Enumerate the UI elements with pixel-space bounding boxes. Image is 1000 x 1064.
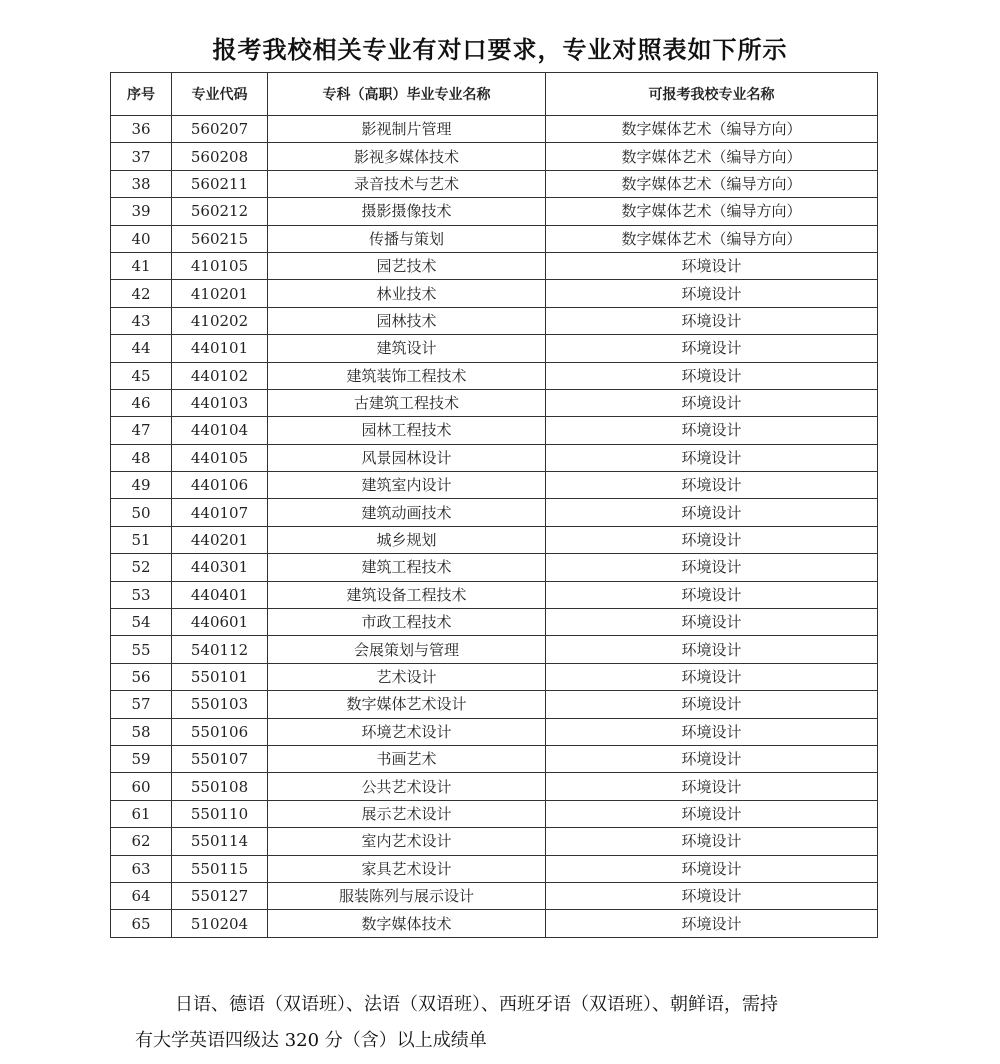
table-row <box>111 828 878 855</box>
cell-vocational-major: 传播与策划 <box>268 225 546 252</box>
cell-vocational-major: 室内艺术设计 <box>268 828 546 855</box>
cell-major-code: 550107 <box>172 745 268 772</box>
table-row <box>111 773 878 800</box>
cell-major-code: 440107 <box>172 499 268 526</box>
cell-seq: 39 <box>111 198 172 225</box>
cell-seq: 38 <box>111 170 172 197</box>
cell-major-code: 410105 <box>172 252 268 279</box>
cell-vocational-major: 市政工程技术 <box>268 609 546 636</box>
cell-eligible-major: 环境设计 <box>546 636 878 663</box>
table-header-row <box>111 73 878 116</box>
table-row <box>111 307 878 334</box>
cell-vocational-major: 书画艺术 <box>268 745 546 772</box>
cell-vocational-major: 林业技术 <box>268 280 546 307</box>
cell-vocational-major: 园林工程技术 <box>268 417 546 444</box>
cell-vocational-major: 建筑动画技术 <box>268 499 546 526</box>
cell-eligible-major: 环境设计 <box>546 663 878 690</box>
cell-eligible-major: 环境设计 <box>546 499 878 526</box>
cell-vocational-major: 建筑室内设计 <box>268 472 546 499</box>
cell-eligible-major: 环境设计 <box>546 554 878 581</box>
cell-major-code: 560211 <box>172 170 268 197</box>
cell-eligible-major: 数字媒体艺术（编导方向） <box>546 170 878 197</box>
cell-vocational-major: 数字媒体技术 <box>268 910 546 937</box>
table-row <box>111 389 878 416</box>
cell-seq: 59 <box>111 745 172 772</box>
table-row <box>111 417 878 444</box>
table-row <box>111 636 878 663</box>
cell-vocational-major: 古建筑工程技术 <box>268 389 546 416</box>
cell-vocational-major: 城乡规划 <box>268 526 546 553</box>
cell-major-code: 550101 <box>172 663 268 690</box>
cell-major-code: 440101 <box>172 335 268 362</box>
cell-seq: 40 <box>111 225 172 252</box>
cell-seq: 64 <box>111 882 172 909</box>
cell-major-code: 410201 <box>172 280 268 307</box>
header-seq: 序号 <box>111 73 172 116</box>
cell-seq: 46 <box>111 389 172 416</box>
table-row <box>111 252 878 279</box>
cell-eligible-major: 数字媒体艺术（编导方向） <box>546 143 878 170</box>
cell-seq: 53 <box>111 581 172 608</box>
cell-major-code: 560212 <box>172 198 268 225</box>
cell-major-code: 440105 <box>172 444 268 471</box>
cell-seq: 49 <box>111 472 172 499</box>
cell-vocational-major: 服装陈列与展示设计 <box>268 882 546 909</box>
cell-eligible-major: 环境设计 <box>546 526 878 553</box>
header-eligible-major: 可报考我校专业名称 <box>546 73 878 116</box>
cell-seq: 42 <box>111 280 172 307</box>
table-row <box>111 691 878 718</box>
cell-seq: 63 <box>111 855 172 882</box>
table-row <box>111 718 878 745</box>
cell-eligible-major: 环境设计 <box>546 691 878 718</box>
cell-eligible-major: 环境设计 <box>546 882 878 909</box>
cell-major-code: 560215 <box>172 225 268 252</box>
cell-seq: 45 <box>111 362 172 389</box>
table-row <box>111 280 878 307</box>
cell-seq: 36 <box>111 116 172 143</box>
cell-seq: 61 <box>111 800 172 827</box>
cell-seq: 43 <box>111 307 172 334</box>
cell-seq: 62 <box>111 828 172 855</box>
cell-seq: 50 <box>111 499 172 526</box>
table-row <box>111 663 878 690</box>
cell-eligible-major: 环境设计 <box>546 444 878 471</box>
cell-vocational-major: 园林技术 <box>268 307 546 334</box>
cell-vocational-major: 公共艺术设计 <box>268 773 546 800</box>
cell-major-code: 510204 <box>172 910 268 937</box>
table-row <box>111 910 878 937</box>
cell-major-code: 550103 <box>172 691 268 718</box>
table-body <box>111 116 878 938</box>
cell-major-code: 440201 <box>172 526 268 553</box>
cell-seq: 55 <box>111 636 172 663</box>
cell-seq: 48 <box>111 444 172 471</box>
cell-vocational-major: 展示艺术设计 <box>268 800 546 827</box>
cell-eligible-major: 环境设计 <box>546 472 878 499</box>
cell-vocational-major: 建筑设计 <box>268 335 546 362</box>
cell-vocational-major: 建筑工程技术 <box>268 554 546 581</box>
cell-eligible-major: 环境设计 <box>546 307 878 334</box>
cell-seq: 65 <box>111 910 172 937</box>
cell-eligible-major: 数字媒体艺术（编导方向） <box>546 225 878 252</box>
cell-major-code: 440103 <box>172 389 268 416</box>
cell-eligible-major: 环境设计 <box>546 828 878 855</box>
cell-major-code: 550114 <box>172 828 268 855</box>
cell-major-code: 440301 <box>172 554 268 581</box>
cell-seq: 47 <box>111 417 172 444</box>
table-row <box>111 198 878 225</box>
table-row <box>111 855 878 882</box>
cell-vocational-major: 建筑设备工程技术 <box>268 581 546 608</box>
table-row <box>111 116 878 143</box>
table-row <box>111 499 878 526</box>
table-row <box>111 554 878 581</box>
cell-eligible-major: 环境设计 <box>546 335 878 362</box>
cell-vocational-major: 摄影摄像技术 <box>268 198 546 225</box>
cell-eligible-major: 环境设计 <box>546 417 878 444</box>
cell-seq: 52 <box>111 554 172 581</box>
cell-major-code: 440106 <box>172 472 268 499</box>
table-row <box>111 800 878 827</box>
cell-seq: 57 <box>111 691 172 718</box>
cell-major-code: 550115 <box>172 855 268 882</box>
table-row <box>111 609 878 636</box>
requirement-note-line-2: 有大学英语四级达 320 分（含）以上成绩单 <box>135 1030 487 1051</box>
cell-eligible-major: 环境设计 <box>546 581 878 608</box>
cell-eligible-major: 环境设计 <box>546 252 878 279</box>
cell-eligible-major: 环境设计 <box>546 800 878 827</box>
cell-eligible-major: 环境设计 <box>546 609 878 636</box>
cell-eligible-major: 数字媒体艺术（编导方向） <box>546 198 878 225</box>
cell-major-code: 440401 <box>172 581 268 608</box>
cell-vocational-major: 园艺技术 <box>268 252 546 279</box>
cell-major-code: 440104 <box>172 417 268 444</box>
cell-vocational-major: 家具艺术设计 <box>268 855 546 882</box>
table-row <box>111 882 878 909</box>
header-major-code: 专业代码 <box>172 73 268 116</box>
cell-major-code: 550108 <box>172 773 268 800</box>
table-row <box>111 225 878 252</box>
cell-vocational-major: 艺术设计 <box>268 663 546 690</box>
table-row <box>111 335 878 362</box>
cell-vocational-major: 影视多媒体技术 <box>268 143 546 170</box>
cell-seq: 41 <box>111 252 172 279</box>
cell-major-code: 540112 <box>172 636 268 663</box>
cell-major-code: 440102 <box>172 362 268 389</box>
cell-seq: 58 <box>111 718 172 745</box>
cell-eligible-major: 数字媒体艺术（编导方向） <box>546 116 878 143</box>
cell-major-code: 410202 <box>172 307 268 334</box>
table-row <box>111 143 878 170</box>
cell-seq: 51 <box>111 526 172 553</box>
cell-major-code: 550110 <box>172 800 268 827</box>
table-row <box>111 362 878 389</box>
cell-seq: 37 <box>111 143 172 170</box>
cell-eligible-major: 环境设计 <box>546 910 878 937</box>
cell-eligible-major: 环境设计 <box>546 745 878 772</box>
cell-seq: 56 <box>111 663 172 690</box>
cell-vocational-major: 录音技术与艺术 <box>268 170 546 197</box>
header-vocational-major: 专科（高职）毕业专业名称 <box>268 73 546 116</box>
table-row <box>111 170 878 197</box>
cell-eligible-major: 环境设计 <box>546 718 878 745</box>
cell-seq: 60 <box>111 773 172 800</box>
cell-major-code: 560207 <box>172 116 268 143</box>
cell-seq: 44 <box>111 335 172 362</box>
cell-eligible-major: 环境设计 <box>546 389 878 416</box>
cell-eligible-major: 环境设计 <box>546 773 878 800</box>
cell-seq: 54 <box>111 609 172 636</box>
table-row <box>111 581 878 608</box>
cell-major-code: 560208 <box>172 143 268 170</box>
cell-vocational-major: 环境艺术设计 <box>268 718 546 745</box>
cell-vocational-major: 数字媒体艺术设计 <box>268 691 546 718</box>
cell-eligible-major: 环境设计 <box>546 855 878 882</box>
page-title: 报考我校相关专业有对口要求，专业对照表如下所示 <box>212 36 788 64</box>
cell-eligible-major: 环境设计 <box>546 280 878 307</box>
cell-vocational-major: 风景园林设计 <box>268 444 546 471</box>
cell-major-code: 440601 <box>172 609 268 636</box>
table-row <box>111 526 878 553</box>
cell-major-code: 550106 <box>172 718 268 745</box>
table-row <box>111 745 878 772</box>
table-row <box>111 444 878 471</box>
major-mapping-table <box>110 72 878 938</box>
cell-vocational-major: 会展策划与管理 <box>268 636 546 663</box>
cell-vocational-major: 影视制片管理 <box>268 116 546 143</box>
cell-eligible-major: 环境设计 <box>546 362 878 389</box>
table-row <box>111 472 878 499</box>
requirement-note-line-1: 日语、德语（双语班）、法语（双语班）、西班牙语（双语班）、朝鲜语，需持 <box>175 994 778 1015</box>
cell-vocational-major: 建筑装饰工程技术 <box>268 362 546 389</box>
cell-major-code: 550127 <box>172 882 268 909</box>
